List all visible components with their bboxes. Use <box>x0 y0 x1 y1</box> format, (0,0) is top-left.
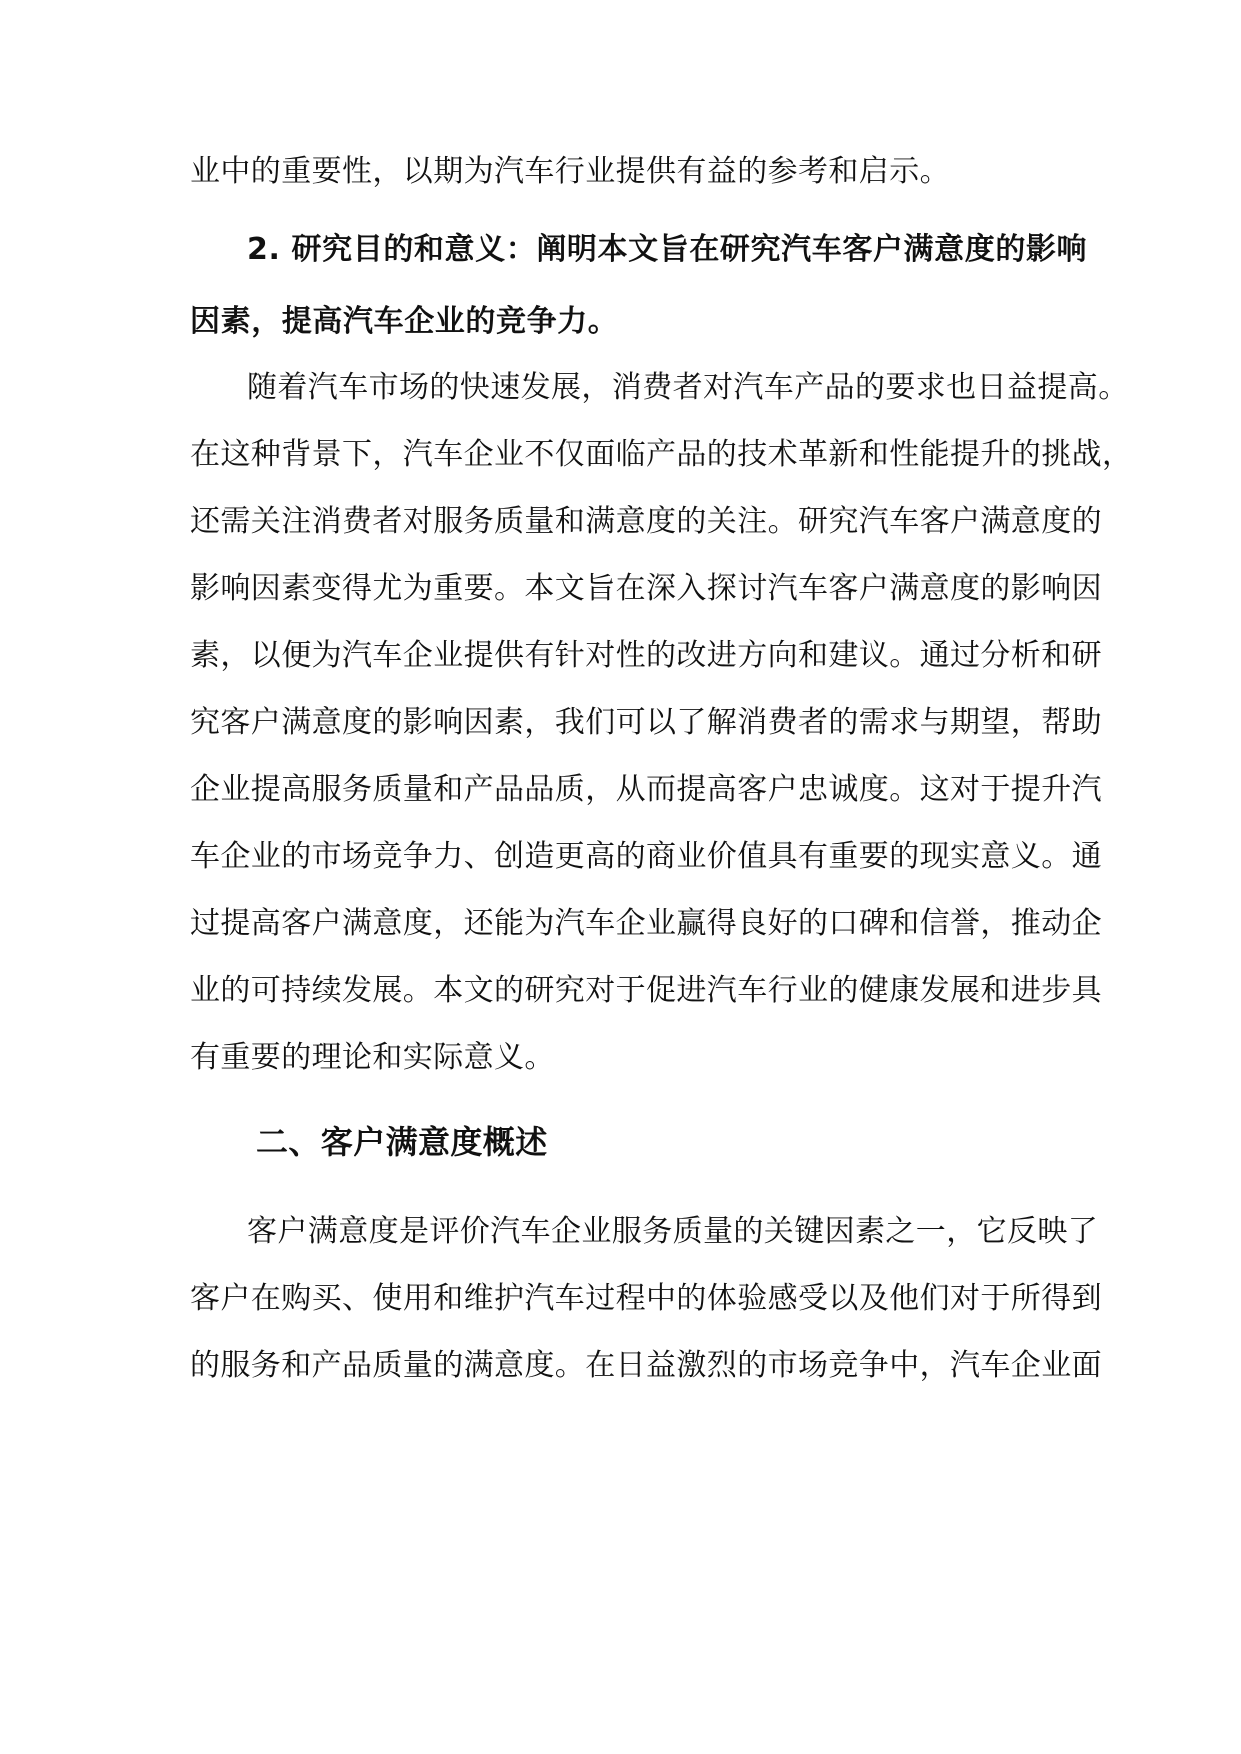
paragraph-line: 的服务和产品质量的满意度。在日益激烈的市场竞争中，汽车企业面 <box>190 1348 1102 1383</box>
paragraph-line: 影响因素变得尤为重要。本文旨在深入探讨汽车客户满意度的影响因 <box>190 571 1102 606</box>
section-heading: 二、客户满意度概述 <box>256 1123 548 1161</box>
paragraph-line: 客户满意度是评价汽车企业服务质量的关键因素之一，它反映了 <box>247 1214 1099 1249</box>
paragraph-line: 素，以便为汽车企业提供有针对性的改进方向和建议。通过分析和研 <box>190 638 1102 673</box>
paragraph-line: 究客户满意度的影响因素，我们可以了解消费者的需求与期望，帮助 <box>190 705 1102 740</box>
paragraph-line: 有重要的理论和实际意义。 <box>190 1040 555 1075</box>
paragraph-line: 车企业的市场竞争力、创造更高的商业价值具有重要的现实意义。通 <box>190 839 1102 874</box>
paragraph-line: 在这种背景下，汽车企业不仅面临产品的技术革新和性能提升的挑战， <box>190 437 1133 472</box>
paragraph-line: 客户在购买、使用和维护汽车过程中的体验感受以及他们对于所得到 <box>190 1281 1102 1316</box>
paragraph-line: 企业提高服务质量和产品品质，从而提高客户忠诚度。这对于提升汽 <box>190 772 1102 807</box>
intro-tail-line: 业中的重要性，以期为汽车行业提供有益的参考和启示。 <box>190 154 950 189</box>
paragraph-line: 随着汽车市场的快速发展，消费者对汽车产品的要求也日益提高。 <box>247 370 1129 405</box>
subsection-title-line-2: 因素，提高汽车企业的竞争力。 <box>190 304 619 339</box>
paragraph-line: 业的可持续发展。本文的研究对于促进汽车行业的健康发展和进步具 <box>190 973 1102 1008</box>
paragraph-line: 过提高客户满意度，还能为汽车企业赢得良好的口碑和信誉，推动企 <box>190 906 1102 941</box>
subsection-title-line-1: 2. 研究目的和意义：阐明本文旨在研究汽车客户满意度的影响 <box>247 232 1088 267</box>
paragraph-line: 还需关注消费者对服务质量和满意度的关注。研究汽车客户满意度的 <box>190 504 1102 539</box>
